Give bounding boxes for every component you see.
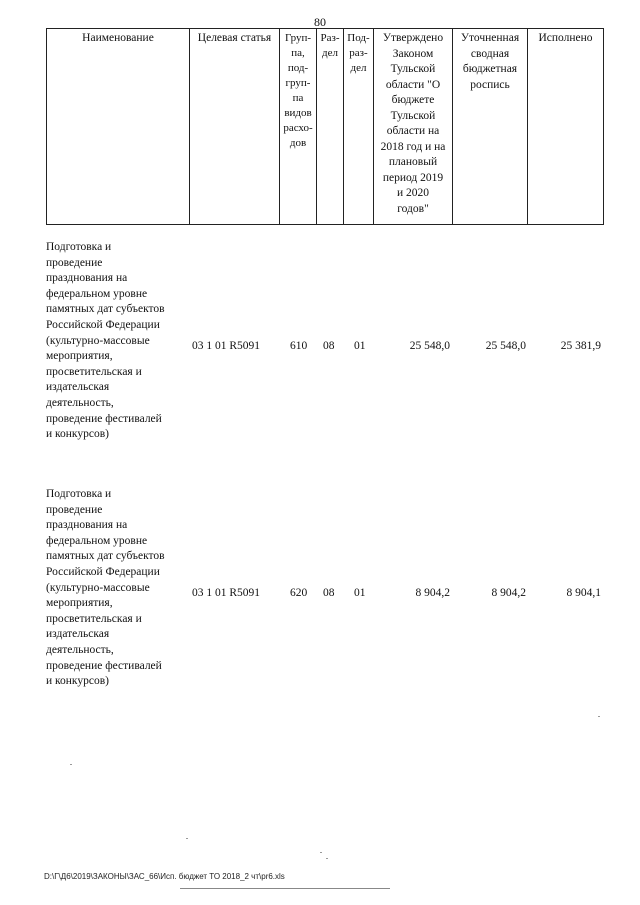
row-refined: 8 904,2 <box>491 587 526 599</box>
scan-speck <box>326 858 328 859</box>
row-name: Подготовка и проведение празднования на федеральном уровне памятных дат субъектов Российской Федерации (культурно-массовые мероприятия, просветительская и издательская деятельность, проведение фестивалей и конкурсов) <box>46 488 165 688</box>
scan-speck <box>598 716 600 717</box>
header-refined: Уточненная сводная бюджетная роспись <box>453 29 528 225</box>
scan-speck <box>320 852 322 853</box>
footer-divider <box>180 888 390 889</box>
header-approved: Утверждено Законом Тульской области "О бюджете Тульской области на 2018 год и на плановый период 2019 и 2020 годов" <box>374 29 453 225</box>
row-refined: 25 548,0 <box>485 340 526 352</box>
row-executed: 25 381,9 <box>560 340 601 352</box>
row-subsection: 01 <box>354 340 366 352</box>
row-section: 08 <box>323 587 335 599</box>
header-target-article: Целевая статья <box>190 29 280 225</box>
row-approved: 8 904,2 <box>415 587 450 599</box>
header-group: Груп- па, под- груп- па видов расхо- дов <box>280 29 317 225</box>
row-name: Подготовка и проведение празднования на федеральном уровне памятных дат субъектов Российской Федерации (культурно-массовые мероприятия, просветительская и издательская деятельность, проведение фестивалей и конкурсов) <box>46 241 165 441</box>
row-target-article: 03 1 01 R5091 <box>192 340 261 352</box>
footer-file-path: D:\Г\Д6\2019\ЗАКОНЫ\ЗАС_66\Исп. бюджет ТО 2018_2 чт\pr6.xls <box>44 872 285 881</box>
row-group: 620 <box>290 587 308 599</box>
row-group: 610 <box>290 340 308 352</box>
header-section: Раз- дел <box>317 29 344 225</box>
row-subsection: 01 <box>354 587 366 599</box>
scan-speck <box>70 764 72 765</box>
scan-speck <box>186 838 188 839</box>
row-section: 08 <box>323 340 335 352</box>
header-name: Наименование <box>47 29 190 225</box>
page-number: 80 <box>314 15 326 29</box>
row-executed: 8 904,1 <box>566 587 601 599</box>
header-subsection: Под- раз- дел <box>344 29 374 225</box>
table-header <box>46 28 604 225</box>
row-approved: 25 548,0 <box>409 340 450 352</box>
row-target-article: 03 1 01 R5091 <box>192 587 261 599</box>
header-executed: Исполнено <box>528 29 604 225</box>
